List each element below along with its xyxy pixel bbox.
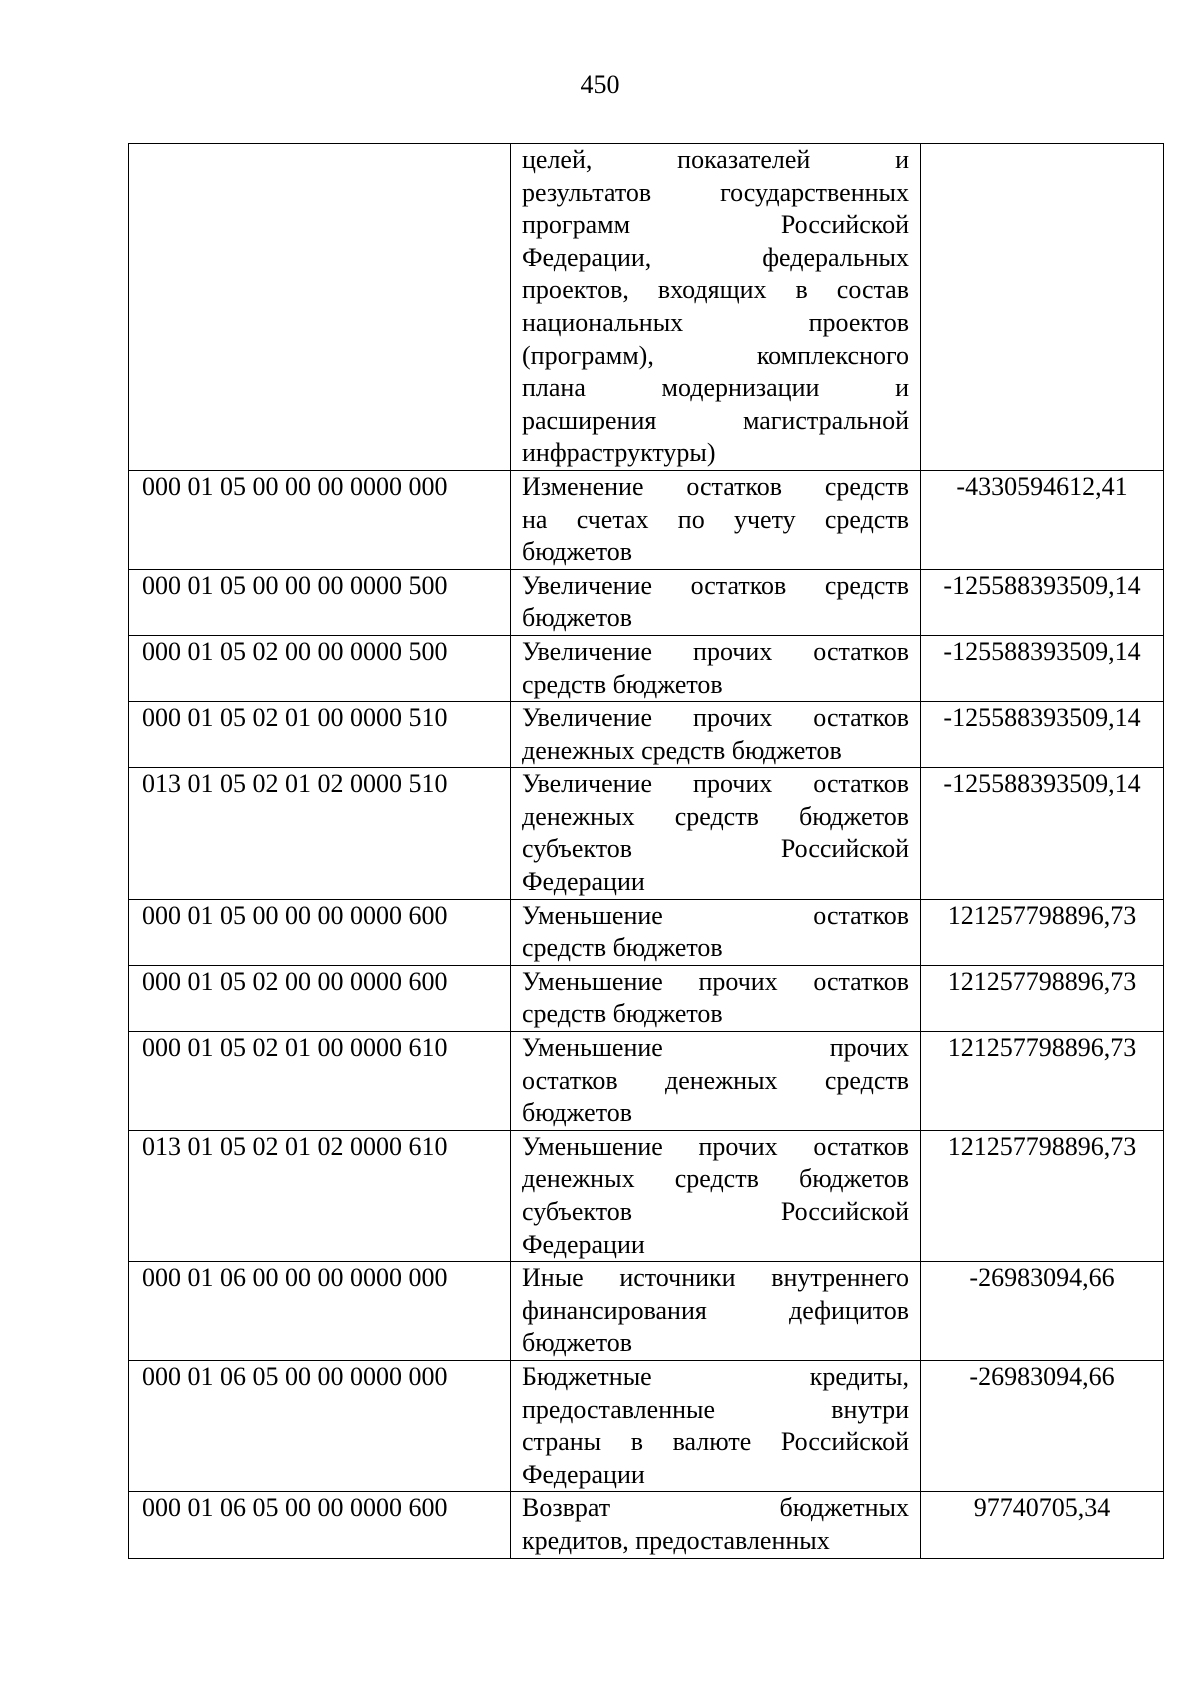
cell-name-line: субъектов Российской [522,1197,909,1226]
cell-name-line: (программ), комплексного [522,340,909,370]
cell-name-line: бюджетов [522,1098,633,1128]
budget-sources-table [128,143,1164,1559]
cell-name-line: Федерации, федеральных [522,242,909,272]
page-number: 450 [580,70,620,99]
cell-code: 013 01 05 02 01 02 0000 510 [129,768,511,899]
cell-code [129,144,511,471]
cell-code: 000 01 06 00 00 00 0000 000 [129,1262,511,1361]
table-row [129,965,1164,1031]
cell-name [511,702,921,768]
cell-name [511,965,921,1031]
table-row [129,470,1164,569]
table-row [129,144,1164,471]
cell-name-line: Возврат бюджетных [522,1493,909,1523]
cell-name-line: инфраструктуры) [522,438,716,468]
cell-name-line: предоставленные внутри [522,1394,909,1424]
cell-name-line: на счетах по учету средств [522,504,909,534]
cell-name-line: Федерации [522,1459,645,1489]
cell-name [511,144,921,471]
cell-name-line: денежных средств бюджетов [522,1164,909,1194]
cell-sum: -125588393509,14 [921,569,1164,635]
table-row [129,1492,1164,1558]
cell-name [511,635,921,701]
cell-name-line: бюджетов [522,1328,633,1358]
cell-name [511,1032,921,1131]
cell-name-line: Увеличение прочих остатков [522,703,909,733]
cell-name-line: бюджетов [522,537,633,567]
cell-name-line: проектов, входящих в состав [522,275,909,305]
cell-sum: -26983094,66 [921,1262,1164,1361]
cell-name [511,1262,921,1361]
cell-name [511,899,921,965]
cell-name-line: Бюджетные кредиты, [522,1361,909,1391]
table-body [129,144,1164,1559]
cell-name-line: Увеличение прочих остатков [522,636,909,666]
cell-name-line: кредитов, предоставленных [522,1525,830,1555]
cell-name-line: целей, показателей и [522,145,909,174]
cell-code: 000 01 05 00 00 00 0000 600 [129,899,511,965]
cell-sum: 97740705,34 [921,1492,1164,1558]
cell-name-line: Уменьшение прочих остатков [522,966,909,996]
cell-name-line: результатов государственных [522,177,909,207]
cell-name-line: страны в валюте Российской [522,1427,909,1457]
cell-name-line: Увеличение остатков средств [522,570,909,600]
cell-code: 000 01 06 05 00 00 0000 600 [129,1492,511,1558]
cell-name-line: Уменьшение остатков [522,900,909,930]
cell-name [511,569,921,635]
table-row [129,1360,1164,1491]
cell-name-line: национальных проектов [522,307,909,337]
cell-name [511,768,921,899]
cell-name-line: бюджетов [522,603,633,633]
table-row [129,1032,1164,1131]
cell-name-line: Иные источники внутреннего [522,1263,909,1293]
cell-code: 000 01 05 02 01 00 0000 610 [129,1032,511,1131]
cell-name-line: плана модернизации и [522,373,909,403]
cell-sum: 121257798896,73 [921,1130,1164,1261]
cell-sum: -125588393509,14 [921,635,1164,701]
table-row [129,702,1164,768]
cell-name-line: денежных средств бюджетов [522,735,842,765]
cell-sum: 121257798896,73 [921,965,1164,1031]
cell-name [511,1492,921,1558]
cell-name-line: Федерации [522,867,645,897]
cell-name-line: субъектов Российской [522,834,909,864]
cell-name [511,1130,921,1261]
table-row [129,899,1164,965]
cell-name-line: Уменьшение прочих [522,1033,909,1063]
cell-sum: -125588393509,14 [921,702,1164,768]
cell-sum [921,144,1164,471]
cell-name-line: программ Российской [522,210,909,240]
cell-code: 000 01 05 02 00 00 0000 500 [129,635,511,701]
cell-code: 000 01 05 02 00 00 0000 600 [129,965,511,1031]
cell-name-line: Федерации [522,1229,645,1259]
cell-sum: -26983094,66 [921,1360,1164,1491]
table-row [129,569,1164,635]
table-row [129,635,1164,701]
cell-name-line: Увеличение прочих остатков [522,769,909,799]
cell-name-line: остатков денежных средств [522,1065,909,1095]
cell-name-line: средств бюджетов [522,669,723,699]
cell-name-line: средств бюджетов [522,999,723,1029]
cell-name [511,1360,921,1491]
cell-name [511,470,921,569]
cell-name-line: финансирования дефицитов [522,1295,909,1325]
cell-code: 000 01 06 05 00 00 0000 000 [129,1360,511,1491]
table-row [129,768,1164,899]
cell-name-line: Уменьшение прочих остатков [522,1131,909,1161]
cell-name-line: денежных средств бюджетов [522,801,909,831]
cell-code: 013 01 05 02 01 02 0000 610 [129,1130,511,1261]
cell-sum: -4330594612,41 [921,470,1164,569]
cell-name-line: средств бюджетов [522,933,723,963]
table-row [129,1130,1164,1261]
cell-code: 000 01 05 00 00 00 0000 000 [129,470,511,569]
cell-sum: -125588393509,14 [921,768,1164,899]
cell-sum: 121257798896,73 [921,1032,1164,1131]
cell-sum: 121257798896,73 [921,899,1164,965]
cell-code: 000 01 05 02 01 00 0000 510 [129,702,511,768]
cell-name-line: Изменение остатков средств [522,471,909,501]
cell-name-line: расширения магистральной [522,405,909,435]
cell-code: 000 01 05 00 00 00 0000 500 [129,569,511,635]
table-row [129,1262,1164,1361]
